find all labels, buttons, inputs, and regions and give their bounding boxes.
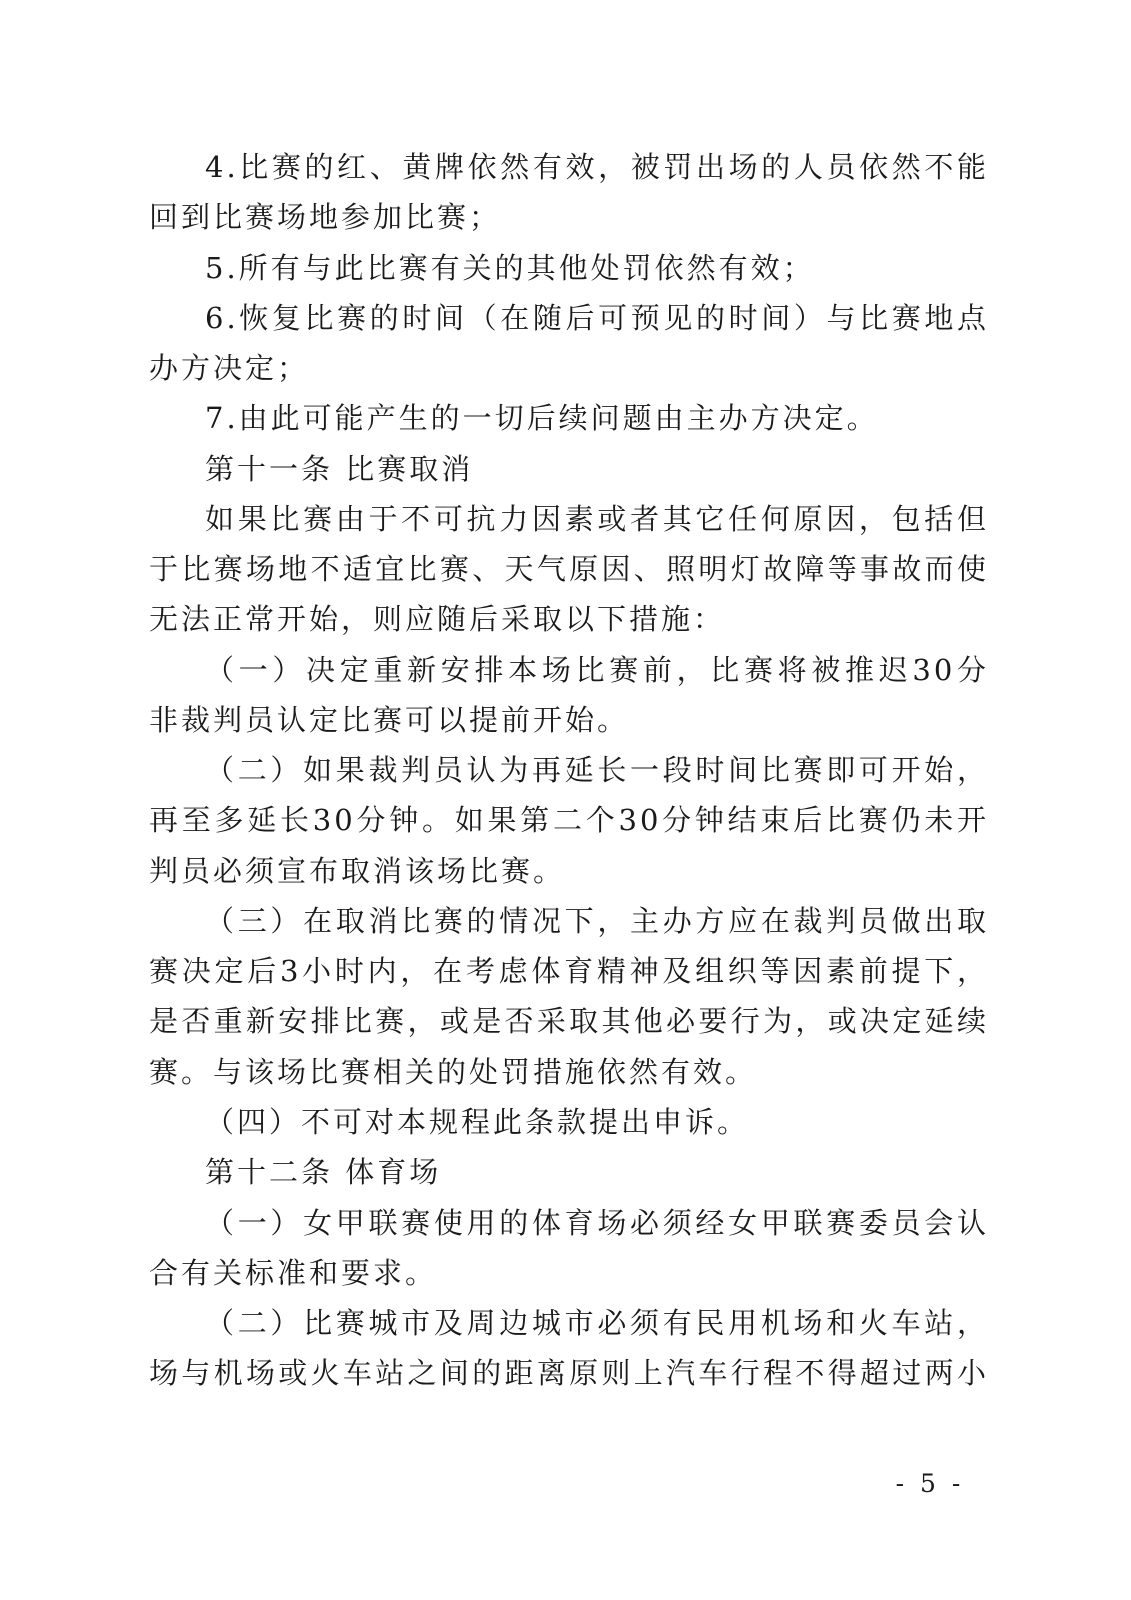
section-heading: 第十一条 比赛取消 xyxy=(205,452,474,486)
paragraph-line: 6.恢复比赛的时间（在随后可预见的时间）与比赛地点 xyxy=(205,301,989,335)
paragraph-line: 非裁判员认定比赛可以提前开始。 xyxy=(149,703,630,737)
paragraph-line: （三）在取消比赛的情况下，主办方应在裁判员做出取 xyxy=(205,904,989,938)
paragraph-line: 5.所有与此比赛有关的其他处罚依然有效； xyxy=(205,251,815,285)
paragraph-line: 再至多延长30分钟。如果第二个30分钟结束后比赛仍未开 xyxy=(149,803,989,837)
paragraph-line: 回到比赛场地参加比赛； xyxy=(149,200,502,234)
paragraph-line: （四）不可对本规程此条款提出申诉。 xyxy=(205,1105,750,1139)
paragraph-line: 是否重新安排比赛，或是否采取其他必要行为，或决定延续 xyxy=(149,1004,989,1038)
paragraph-line: 4.比赛的红、黄牌依然有效，被罚出场的人员依然不能 xyxy=(205,150,989,184)
paragraph-line: 办方决定； xyxy=(149,351,310,385)
paragraph-line: 场与机场或火车站之间的距离原则上汽车行程不得超过两小 xyxy=(149,1356,989,1390)
paragraph-line: （一）女甲联赛使用的体育场必须经女甲联赛委员会认 xyxy=(205,1206,989,1240)
paragraph-line: 如果比赛由于不可抗力因素或者其它任何原因，包括但 xyxy=(205,502,989,536)
paragraph-line: 7.由此可能产生的一切后续问题由主办方决定。 xyxy=(205,401,879,435)
paragraph-line: （二）如果裁判员认为再延长一段时间比赛即可开始， xyxy=(205,753,989,787)
paragraph-line: 无法正常开始，则应随后采取以下措施： xyxy=(149,602,726,636)
section-heading: 第十二条 体育场 xyxy=(205,1155,442,1189)
paragraph-line: 赛决定后3小时内，在考虑体育精神及组织等因素前提下， xyxy=(149,954,989,988)
paragraph-line: 赛。与该场比赛相关的处罚措施依然有效。 xyxy=(149,1055,758,1089)
page-number: - 5 - xyxy=(895,1469,965,1498)
paragraph-line: 于比赛场地不适宜比赛、天气原因、照明灯故障等事故而使 xyxy=(149,552,989,586)
paragraph-line: 合有关标准和要求。 xyxy=(149,1256,438,1290)
paragraph-line: 判员必须宣布取消该场比赛。 xyxy=(149,854,566,888)
paragraph-line: （一）决定重新安排本场比赛前，比赛将被推迟30分 xyxy=(205,653,989,687)
paragraph-line: （二）比赛城市及周边城市必须有民用机场和火车站， xyxy=(205,1306,989,1340)
